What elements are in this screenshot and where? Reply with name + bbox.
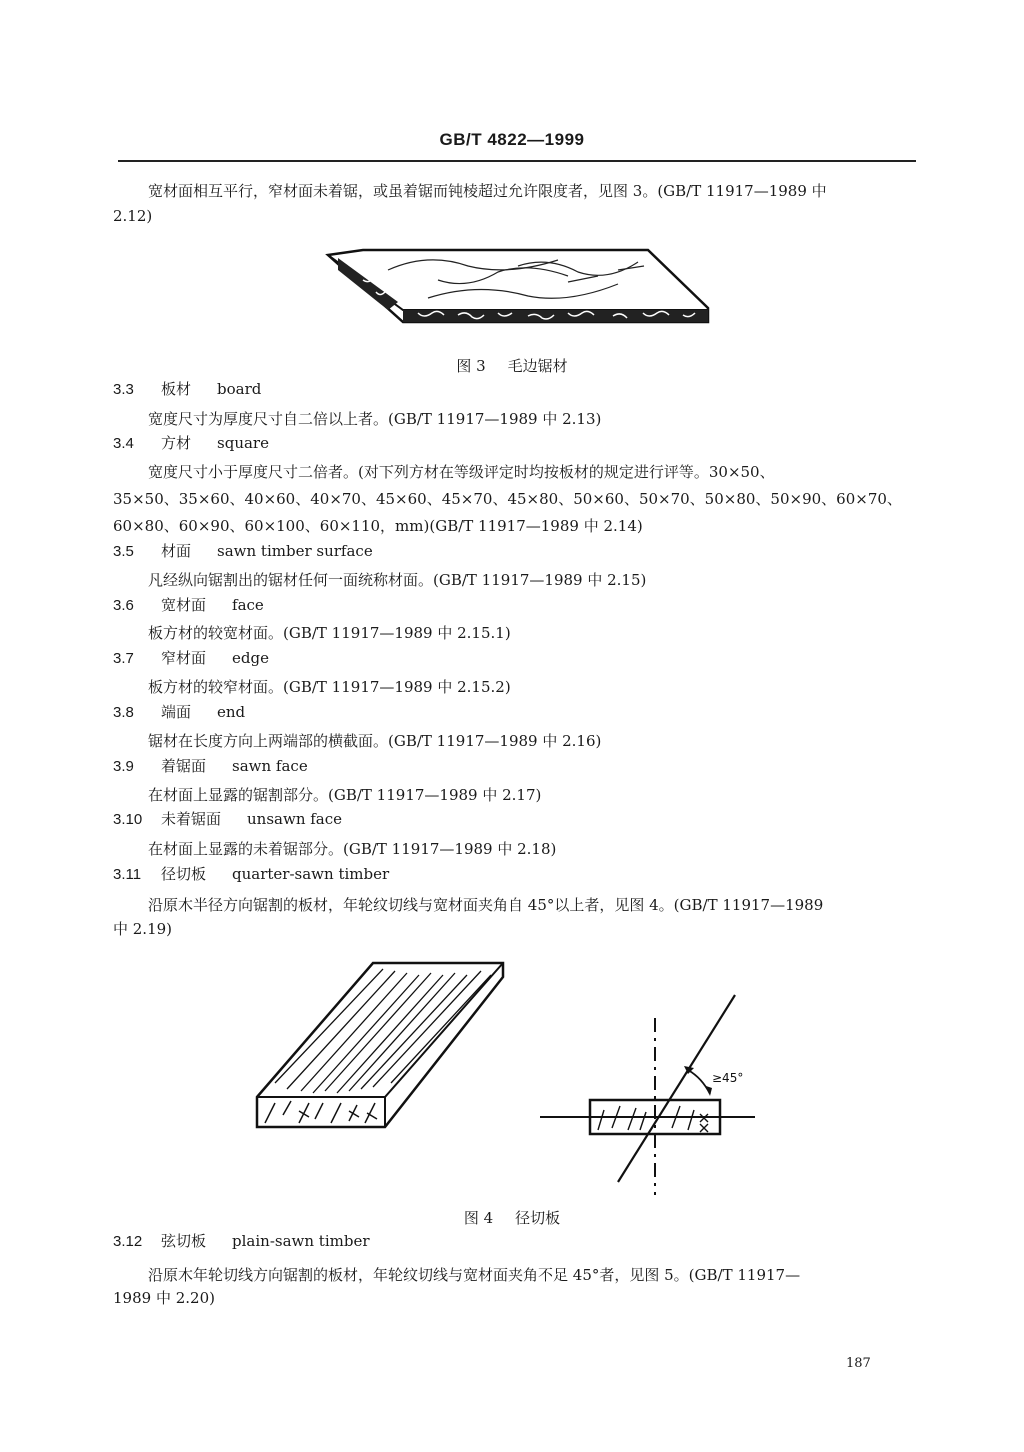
page-header: GB/T 4822—1999 [439,130,585,149]
term-zh: 未着锯面 [161,810,222,828]
angle-label: ≥45° [712,1071,744,1085]
term-number: 3.10 [113,811,143,828]
term-en: board [217,380,262,398]
term-3-12-definition-2: 1989 中 2.20) [113,1289,215,1307]
term-3-3-definition: 宽度尺寸为厚度尺寸自二倍以上者。(GB/T 11917—1989 中 2.13) [148,410,602,428]
term-3-5 [113,540,373,561]
term-3-3 [113,378,261,399]
term-3-6 [113,594,264,615]
term-en: sawn face [232,757,308,775]
term-3-4 [113,432,269,453]
term-zh: 宽材面 [161,596,207,614]
figure-4-label: 图 4 [463,1209,494,1227]
term-3-12 [113,1230,370,1251]
term-3-10 [113,808,342,829]
term-zh: 材面 [161,542,192,560]
term-zh: 窄材面 [161,649,207,667]
term-3-11-definition-1: 沿原木半径方向锯割的板材，年轮纹切线与宽材面夹角自 45°以上者，见图 4。(GB/T 11917—1989 [148,896,824,914]
figure-3-illustration [318,240,718,330]
figure-3-title: 毛边锯材 [507,357,568,375]
term-en: unsawn face [247,810,343,828]
term-3-10-definition: 在材面上显露的未着锯部分。(GB/T 11917—1989 中 2.18) [148,840,557,858]
term-en: square [217,434,269,452]
term-number: 3.6 [113,597,134,614]
term-3-4-definition-2: 35×50、35×60、40×60、40×70、45×60、45×70、45×80、50×60、50×70、50×80、50×90、60×70、 [113,490,902,508]
term-3-4-definition-3: 60×80、60×90、60×100、60×110，mm)(GB/T 11917—1989 中 2.14) [113,517,643,535]
term-3-7 [113,647,269,668]
term-zh: 径切板 [161,865,207,883]
figure-3-caption [0,355,1024,376]
term-zh: 端面 [161,703,192,721]
term-en: end [217,703,246,721]
term-3-6-definition: 板方材的较宽材面。(GB/T 11917—1989 中 2.15.1) [148,624,511,642]
header-rule [118,160,916,162]
term-number: 3.4 [113,435,134,452]
figure-4-angle-diagram [540,990,780,1190]
term-3-11 [113,863,389,884]
term-en: plain-sawn timber [232,1232,370,1250]
intro-line-2: 2.12) [113,207,153,225]
term-zh: 弦切板 [161,1232,207,1250]
term-3-12-definition-1: 沿原木年轮切线方向锯割的板材，年轮纹切线与宽材面夹角不足 45°者，见图 5。(GB/T 11917— [148,1266,801,1284]
figure-4-caption [0,1207,1024,1228]
term-number: 3.3 [113,381,134,398]
term-number: 3.9 [113,758,134,775]
term-zh: 着锯面 [161,757,207,775]
term-3-9-definition: 在材面上显露的锯割部分。(GB/T 11917—1989 中 2.17) [148,786,542,804]
term-number: 3.7 [113,650,134,667]
figure-4-board-illustration [255,955,505,1140]
term-en: sawn timber surface [217,542,373,560]
term-3-5-definition: 凡经纵向锯割出的锯材任何一面统称材面。(GB/T 11917—1989 中 2.15) [148,571,647,589]
term-zh: 板材 [161,380,192,398]
term-en: edge [232,649,269,667]
intro-line-1: 宽材面相互平行，窄材面未着锯，或虽着锯而钝棱超过允许限度者，见图 3。(GB/T 11917—1989 中 [148,182,827,200]
term-3-11-definition-2: 中 2.19) [113,920,173,938]
term-3-9 [113,755,308,776]
term-en: quarter-sawn timber [232,865,390,883]
term-number: 3.5 [113,543,134,560]
figure-4-title: 径切板 [515,1209,561,1227]
term-number: 3.11 [113,866,142,883]
term-zh: 方材 [161,434,192,452]
page-number: 187 [846,1356,871,1371]
term-3-8-definition: 锯材在长度方向上两端部的横截面。(GB/T 11917—1989 中 2.16) [148,732,602,750]
term-number: 3.8 [113,704,134,721]
term-3-4-definition-1: 宽度尺寸小于厚度尺寸二倍者。(对下列方材在等级评定时均按板材的规定进行评等。30×50、 [148,463,775,481]
term-3-8 [113,701,245,722]
figure-3-label: 图 3 [456,357,486,375]
term-3-7-definition: 板方材的较窄材面。(GB/T 11917—1989 中 2.15.2) [148,678,511,696]
term-en: face [232,596,264,614]
term-number: 3.12 [113,1233,143,1250]
